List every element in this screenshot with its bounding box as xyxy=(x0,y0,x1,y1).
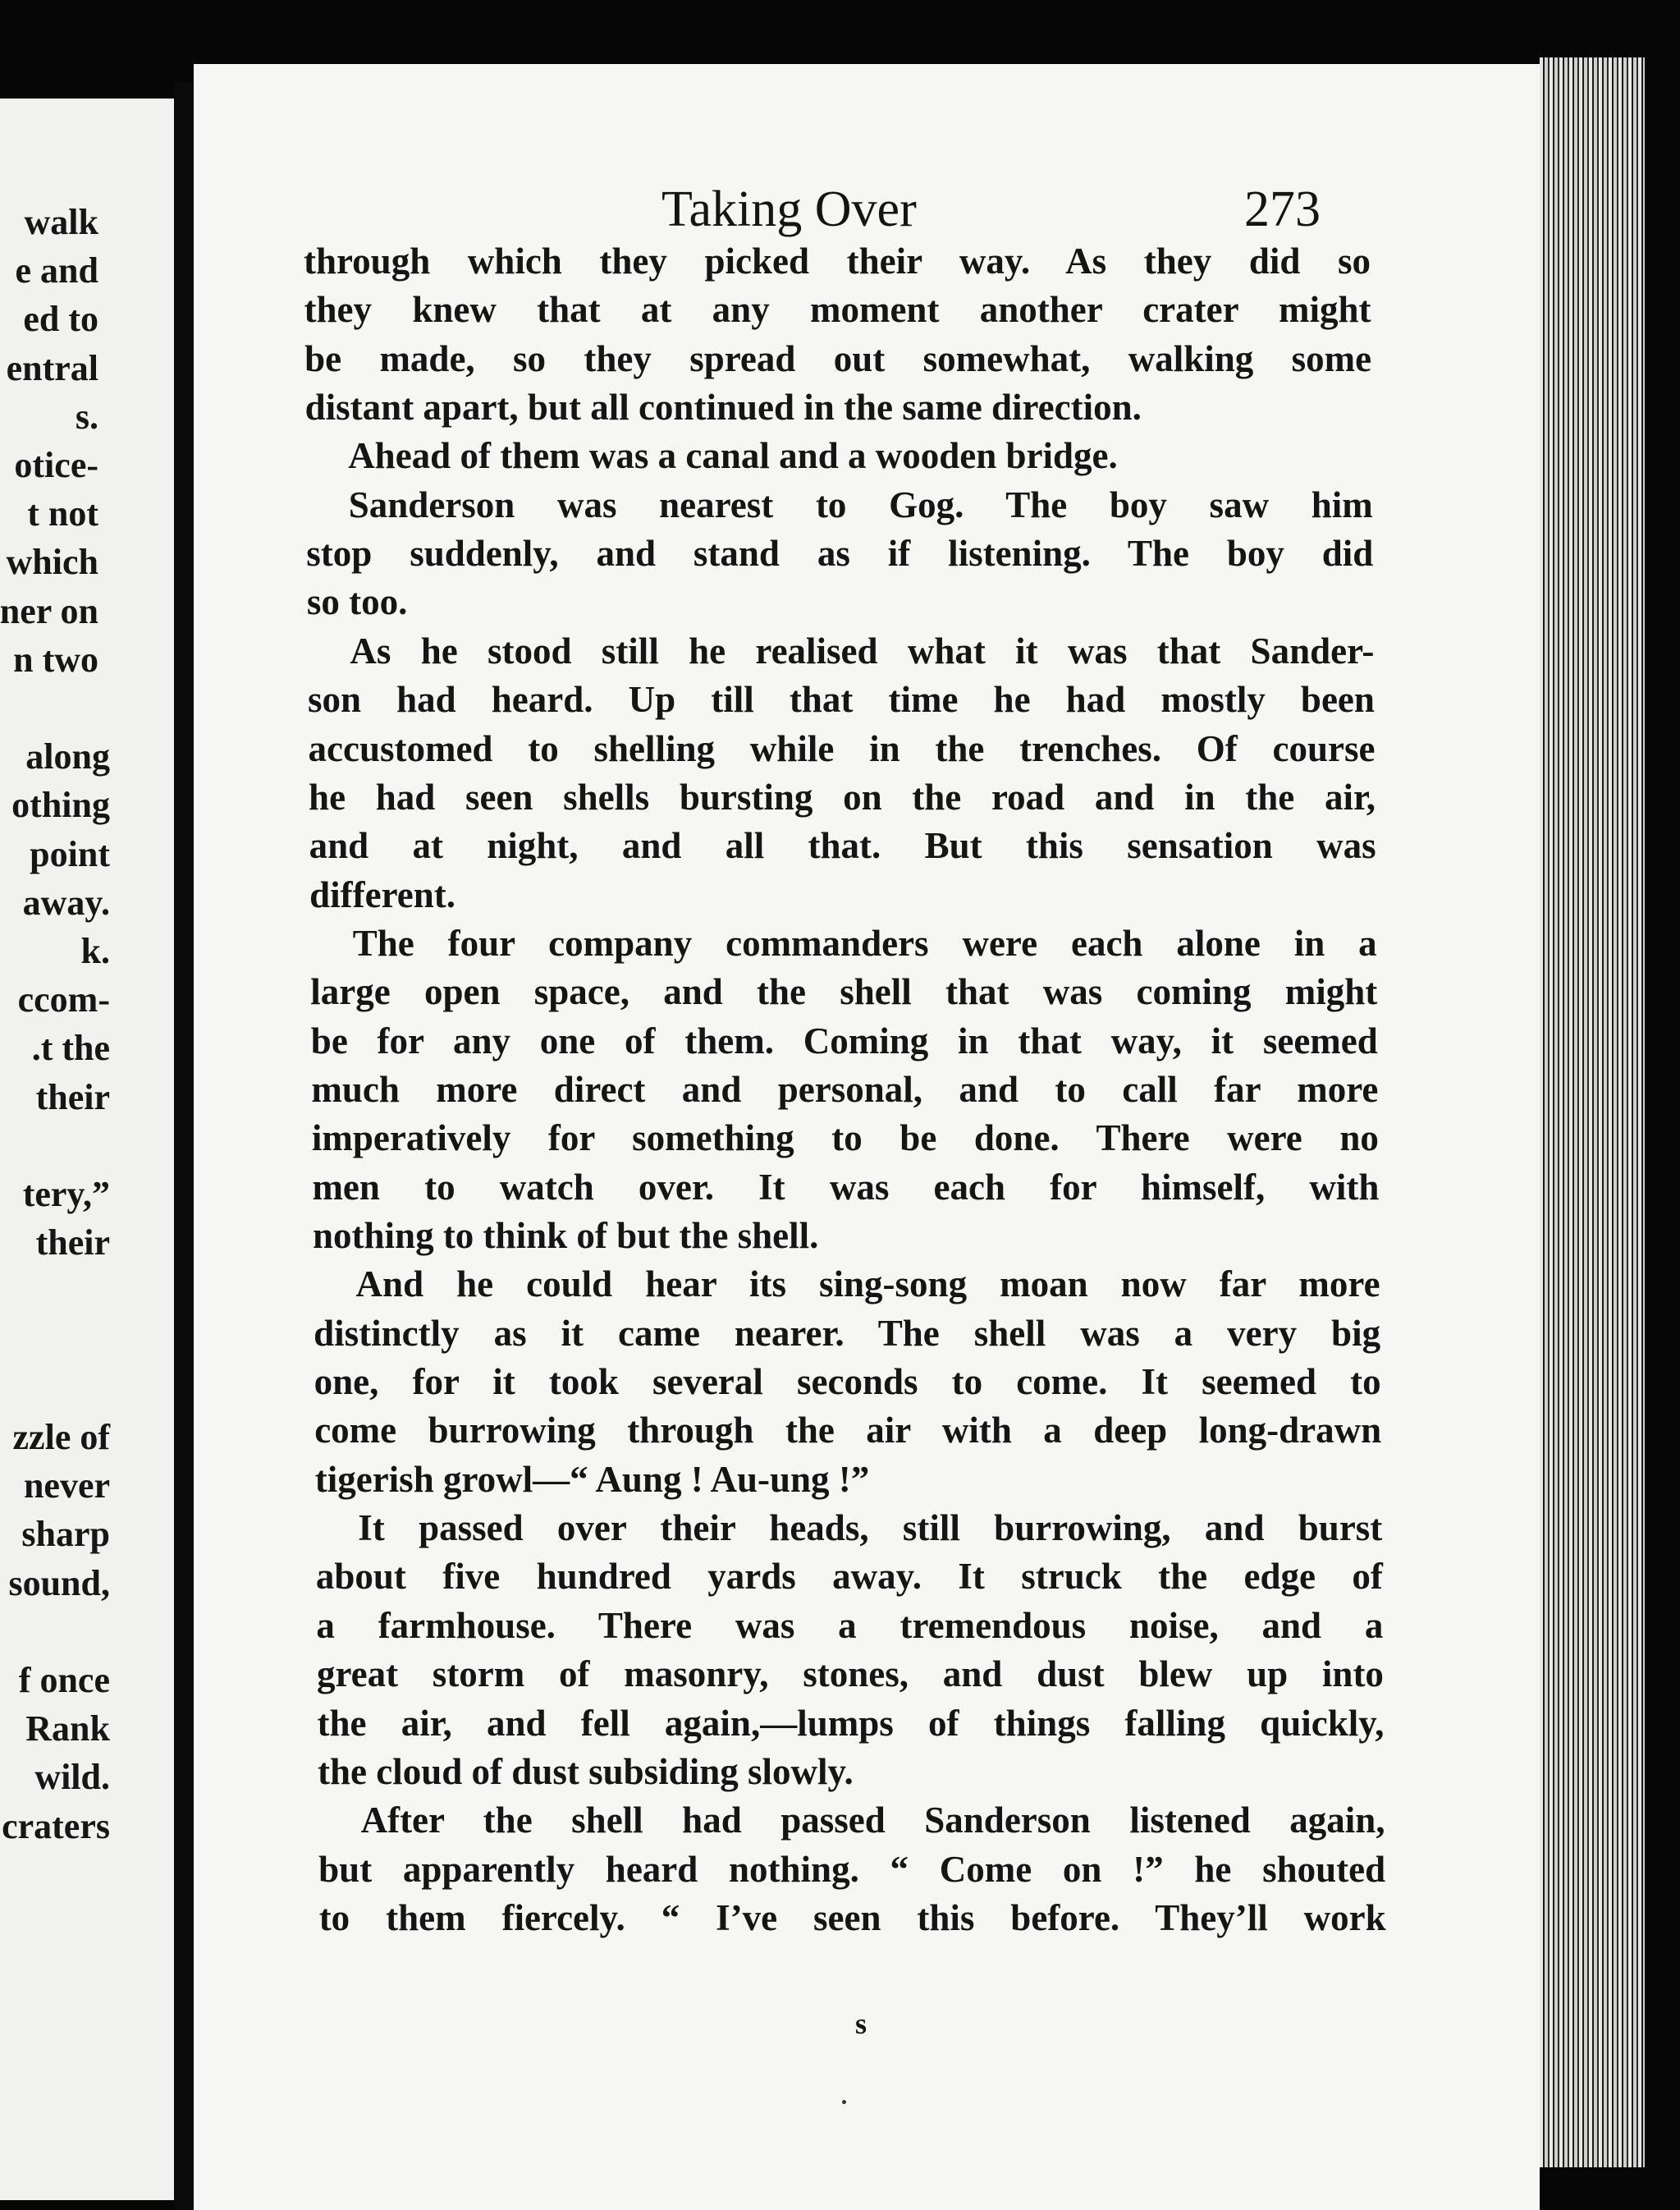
body-text-line: a farmhouse. There was a tremendous noise, and a xyxy=(316,1604,1384,1646)
left-page-line-fragment: sharp xyxy=(21,1514,110,1555)
left-page-line-fragment: along xyxy=(25,736,110,777)
body-text-line: to them fiercely. “ I’ve seen this before. They’ll work xyxy=(318,1896,1386,1938)
left-page-line-fragment: wild. xyxy=(34,1757,110,1798)
body-text-line: As he stood still he realised what it was that Sander- xyxy=(350,630,1375,672)
left-page-line-fragment: ed to xyxy=(23,299,98,340)
body-text-line: the cloud of dust subsiding slowly. xyxy=(318,1750,854,1792)
left-page-line-fragment: otice- xyxy=(14,445,98,485)
body-text-line: one, for it took several seconds to come. It seemed to xyxy=(314,1361,1381,1403)
left-page-line-fragment: n two xyxy=(13,639,98,680)
left-page-line-fragment: ner on xyxy=(0,590,98,631)
left-page-line-fragment: never xyxy=(23,1465,110,1506)
left-page-line-fragment: othing xyxy=(11,785,110,826)
left-page-line-fragment: craters xyxy=(2,1805,110,1846)
body-text-line: so too. xyxy=(306,581,408,623)
body-text-line: accustomed to shelling while in the trenches. Of course xyxy=(308,727,1376,769)
body-text-line: imperatively for something to be done. There were no xyxy=(311,1117,1379,1159)
body-text-line: After the shell had passed Sanderson listened again, xyxy=(360,1800,1385,1841)
body-text-line: Sanderson was nearest to Gog. The boy saw him xyxy=(348,484,1373,525)
body-text-line: distinctly as it came nearer. The shell was a very big xyxy=(314,1312,1381,1354)
body-text-line: men to watch over. It was each for himself, with xyxy=(312,1166,1380,1208)
body-text-line: Ahead of them was a canal and a wooden bridge. xyxy=(348,435,1118,477)
body-text-line: The four company commanders were each alone in a xyxy=(352,922,1377,964)
left-page-line-fragment: e and xyxy=(15,250,98,291)
left-page-line-fragment: Rank xyxy=(25,1708,110,1749)
left-page-line-fragment: k. xyxy=(80,931,110,971)
body-text-line: come burrowing through the air with a deep long-drawn xyxy=(314,1410,1382,1451)
body-text-line: large open space, and the shell that was coming might xyxy=(310,971,1378,1013)
left-page-line-fragment: their xyxy=(35,1076,110,1117)
printer-signature-mark: s xyxy=(855,2007,867,2040)
body-text-line: they knew that at any moment another crater might xyxy=(304,289,1371,331)
left-page-line-fragment: point xyxy=(30,833,110,874)
body-text-line: nothing to think of but the shell. xyxy=(313,1215,819,1256)
left-page-line-fragment: tery,” xyxy=(22,1174,110,1214)
left-page-line-fragment: .t the xyxy=(31,1028,110,1069)
body-text-line: be for any one of them. Coming in that way, it seemed xyxy=(310,1020,1378,1061)
left-page-line-fragment: their xyxy=(35,1222,110,1263)
body-text-line: tigerish growl—“ Aung ! Au-ung !” xyxy=(314,1458,870,1500)
left-page-line-fragment: away. xyxy=(22,882,110,923)
left-page-line-fragment: s. xyxy=(75,396,98,437)
body-text-line: different. xyxy=(309,873,456,915)
body-text-line: distant apart, but all continued in the same direction. xyxy=(304,387,1142,429)
running-head xyxy=(194,181,1540,246)
body-text-line: And he could hear its sing-song moan now far more xyxy=(355,1263,1380,1305)
body-text-line: but apparently heard nothing. “ Come on !” he shouted xyxy=(318,1848,1386,1890)
body-text-line: he had seen shells bursting on the road and in the air, xyxy=(309,776,1376,818)
print-speck xyxy=(842,2100,846,2104)
body-text-line: and at night, and all that. But this sensation was xyxy=(309,825,1376,867)
book-page xyxy=(194,64,1540,2210)
body-text-line: be made, so they spread out somewhat, walking some xyxy=(304,337,1372,379)
body-text-line: about five hundred yards away. It struck the edge of xyxy=(315,1556,1383,1598)
left-page-line-fragment: f once xyxy=(18,1660,110,1700)
body-text-line: stop suddenly, and stand as if listening. The boy did xyxy=(306,533,1374,575)
page-title: Taking Over xyxy=(661,181,917,237)
body-text-line: great storm of masonry, stones, and dust blew up into xyxy=(316,1653,1384,1695)
body-text-line: son had heard. Up till that time he had mostly been xyxy=(307,679,1375,721)
facing-page-left xyxy=(0,99,174,2200)
body-text-line: through which they picked their way. As they did so xyxy=(304,241,1371,282)
left-page-line-fragment: sound, xyxy=(8,1562,110,1603)
left-page-line-fragment: which xyxy=(6,542,98,583)
left-page-line-fragment: zzle of xyxy=(12,1417,110,1457)
left-page-line-fragment: entral xyxy=(6,347,98,388)
left-page-line-fragment: ccom- xyxy=(17,979,110,1020)
left-page-line-fragment: walk xyxy=(24,202,98,242)
page-number: 273 xyxy=(1244,181,1321,237)
page-block-edges xyxy=(1540,57,1645,2167)
body-text-line: the air, and fell again,—lumps of things falling quickly, xyxy=(317,1702,1385,1744)
body-text-line: much more direct and personal, and to call far more xyxy=(311,1068,1379,1110)
left-page-line-fragment: t not xyxy=(27,493,98,534)
book-gutter xyxy=(174,82,194,2210)
body-text-line: It passed over their heads, still burrowing, and burst xyxy=(358,1507,1383,1549)
